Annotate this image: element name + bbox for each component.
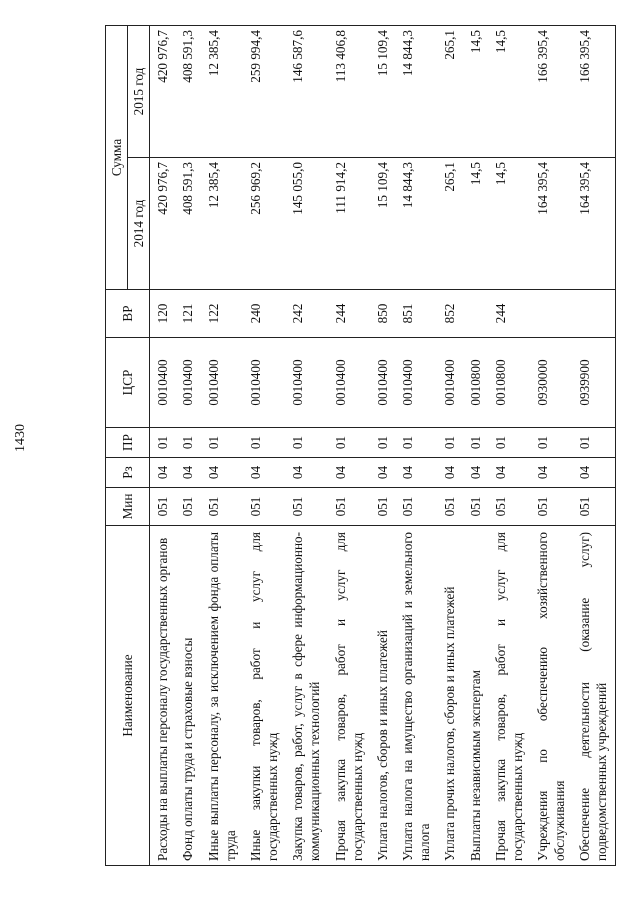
row-min: 051 xyxy=(328,488,370,526)
row-2014: 420 976,7 xyxy=(150,158,176,290)
row-vr xyxy=(463,290,488,338)
page-number: 1430 xyxy=(13,424,28,452)
col-2015-header: 2015 год xyxy=(128,26,150,158)
row-2015: 265,1 xyxy=(437,26,462,158)
row-2014: 14 844,3 xyxy=(395,158,437,290)
row-2014: 14,5 xyxy=(463,158,488,290)
row-2015: 12 385,4 xyxy=(201,26,243,158)
row-csr: 0010400 xyxy=(285,338,327,428)
row-pr: 01 xyxy=(530,428,572,458)
row-rz: 04 xyxy=(437,458,462,488)
row-name: Обеспечение деятельности (оказание услуг) подведомственных учреждений xyxy=(572,526,615,866)
row-2014: 164 395,4 xyxy=(530,158,572,290)
row-vr: 851 xyxy=(395,290,437,338)
row-min: 051 xyxy=(437,488,462,526)
table-row xyxy=(175,26,200,866)
row-vr: 242 xyxy=(285,290,327,338)
table-row xyxy=(370,26,395,866)
row-2015: 166 395,4 xyxy=(530,26,572,158)
row-rz: 04 xyxy=(572,458,615,488)
table-row xyxy=(328,26,370,866)
row-2015: 14 844,3 xyxy=(395,26,437,158)
row-2014: 12 385,4 xyxy=(201,158,243,290)
row-vr: 240 xyxy=(243,290,285,338)
row-2015: 420 976,7 xyxy=(150,26,176,158)
row-csr: 0010400 xyxy=(201,338,243,428)
row-min: 051 xyxy=(243,488,285,526)
row-csr: 0010800 xyxy=(463,338,488,428)
table-row xyxy=(488,26,530,866)
col-min-header: Мин xyxy=(106,488,150,526)
row-vr: 850 xyxy=(370,290,395,338)
row-vr: 122 xyxy=(201,290,243,338)
col-name-header: Наименование xyxy=(106,526,150,866)
row-2014: 164 395,4 xyxy=(572,158,615,290)
row-min: 051 xyxy=(285,488,327,526)
row-min: 051 xyxy=(572,488,615,526)
row-name: Расходы на выплаты персоналу государственных органов xyxy=(150,526,176,866)
row-pr: 01 xyxy=(370,428,395,458)
table-row xyxy=(150,26,176,866)
header-row xyxy=(106,26,128,866)
row-csr: 0010400 xyxy=(150,338,176,428)
row-2014: 15 109,4 xyxy=(370,158,395,290)
row-2015: 15 109,4 xyxy=(370,26,395,158)
row-min: 051 xyxy=(463,488,488,526)
table-row xyxy=(437,26,462,866)
row-name: Выплаты независимым экспертам xyxy=(463,526,488,866)
row-name: Прочая закупка товаров, работ и услуг для государственных нужд xyxy=(328,526,370,866)
row-csr: 0010400 xyxy=(437,338,462,428)
row-2014: 408 591,3 xyxy=(175,158,200,290)
table-row xyxy=(463,26,488,866)
col-csr-header: ЦСР xyxy=(106,338,150,428)
row-rz: 04 xyxy=(201,458,243,488)
row-2015: 14,5 xyxy=(463,26,488,158)
row-rz: 04 xyxy=(370,458,395,488)
row-pr: 01 xyxy=(150,428,176,458)
row-name: Иные закупки товаров, работ и услуг для государственных нужд xyxy=(243,526,285,866)
row-min: 051 xyxy=(395,488,437,526)
row-pr: 01 xyxy=(201,428,243,458)
row-2014: 14,5 xyxy=(488,158,530,290)
row-name: Уплата налога на имущество организаций и земельного налога xyxy=(395,526,437,866)
row-csr: 0010400 xyxy=(175,338,200,428)
row-name: Уплата прочих налогов, сборов и иных платежей xyxy=(437,526,462,866)
table-body xyxy=(150,26,615,866)
row-2015: 14,5 xyxy=(488,26,530,158)
row-csr: 0939900 xyxy=(572,338,615,428)
row-pr: 01 xyxy=(437,428,462,458)
col-sum-header: Сумма xyxy=(106,26,128,290)
row-vr: 852 xyxy=(437,290,462,338)
row-rz: 04 xyxy=(488,458,530,488)
row-rz: 04 xyxy=(285,458,327,488)
row-2015: 113 406,8 xyxy=(328,26,370,158)
row-min: 051 xyxy=(201,488,243,526)
row-rz: 04 xyxy=(463,458,488,488)
row-csr: 0010400 xyxy=(243,338,285,428)
table-row xyxy=(285,26,327,866)
row-pr: 01 xyxy=(243,428,285,458)
row-pr: 01 xyxy=(175,428,200,458)
row-rz: 04 xyxy=(328,458,370,488)
rotated-page xyxy=(105,26,615,866)
row-rz: 04 xyxy=(530,458,572,488)
row-pr: 01 xyxy=(395,428,437,458)
row-name: Уплата налогов, сборов и иных платежей xyxy=(370,526,395,866)
row-vr: 121 xyxy=(175,290,200,338)
col-rz-header: Рз xyxy=(106,458,150,488)
row-2014: 256 969,2 xyxy=(243,158,285,290)
row-name: Закупка товаров, работ, услуг в сфере информационно-коммуникационных технологий xyxy=(285,526,327,866)
col-pr-header: ПР xyxy=(106,428,150,458)
row-min: 051 xyxy=(150,488,176,526)
row-name: Иные выплаты персоналу, за исключением фонда оплаты труда xyxy=(201,526,243,866)
row-min: 051 xyxy=(488,488,530,526)
col-vr-header: ВР xyxy=(106,290,150,338)
row-min: 051 xyxy=(175,488,200,526)
row-pr: 01 xyxy=(328,428,370,458)
row-pr: 01 xyxy=(285,428,327,458)
row-vr xyxy=(572,290,615,338)
row-csr: 0010400 xyxy=(395,338,437,428)
table-row xyxy=(572,26,615,866)
row-2015: 408 591,3 xyxy=(175,26,200,158)
table-row xyxy=(243,26,285,866)
row-vr: 120 xyxy=(150,290,176,338)
table-row xyxy=(395,26,437,866)
table-row xyxy=(201,26,243,866)
row-pr: 01 xyxy=(463,428,488,458)
row-name: Прочая закупка товаров, работ и услуг для государственных нужд xyxy=(488,526,530,866)
row-name: Фонд оплаты труда и страховые взносы xyxy=(175,526,200,866)
row-rz: 04 xyxy=(150,458,176,488)
row-csr: 0930000 xyxy=(530,338,572,428)
row-csr: 0010400 xyxy=(370,338,395,428)
row-2014: 111 914,2 xyxy=(328,158,370,290)
row-vr: 244 xyxy=(328,290,370,338)
row-2014: 145 055,0 xyxy=(285,158,327,290)
table-row xyxy=(530,26,572,866)
row-min: 051 xyxy=(530,488,572,526)
col-2014-header: 2014 год xyxy=(128,158,150,290)
row-vr xyxy=(530,290,572,338)
row-2015: 166 395,4 xyxy=(572,26,615,158)
budget-table xyxy=(105,25,616,866)
row-csr: 0010400 xyxy=(328,338,370,428)
row-pr: 01 xyxy=(572,428,615,458)
row-rz: 04 xyxy=(243,458,285,488)
row-2015: 146 587,6 xyxy=(285,26,327,158)
row-pr: 01 xyxy=(488,428,530,458)
row-min: 051 xyxy=(370,488,395,526)
row-2014: 265,1 xyxy=(437,158,462,290)
row-rz: 04 xyxy=(395,458,437,488)
row-csr: 0010800 xyxy=(488,338,530,428)
row-rz: 04 xyxy=(175,458,200,488)
row-vr: 244 xyxy=(488,290,530,338)
row-name: Учреждения по обеспечению хозяйственного обслуживания xyxy=(530,526,572,866)
row-2015: 259 994,4 xyxy=(243,26,285,158)
